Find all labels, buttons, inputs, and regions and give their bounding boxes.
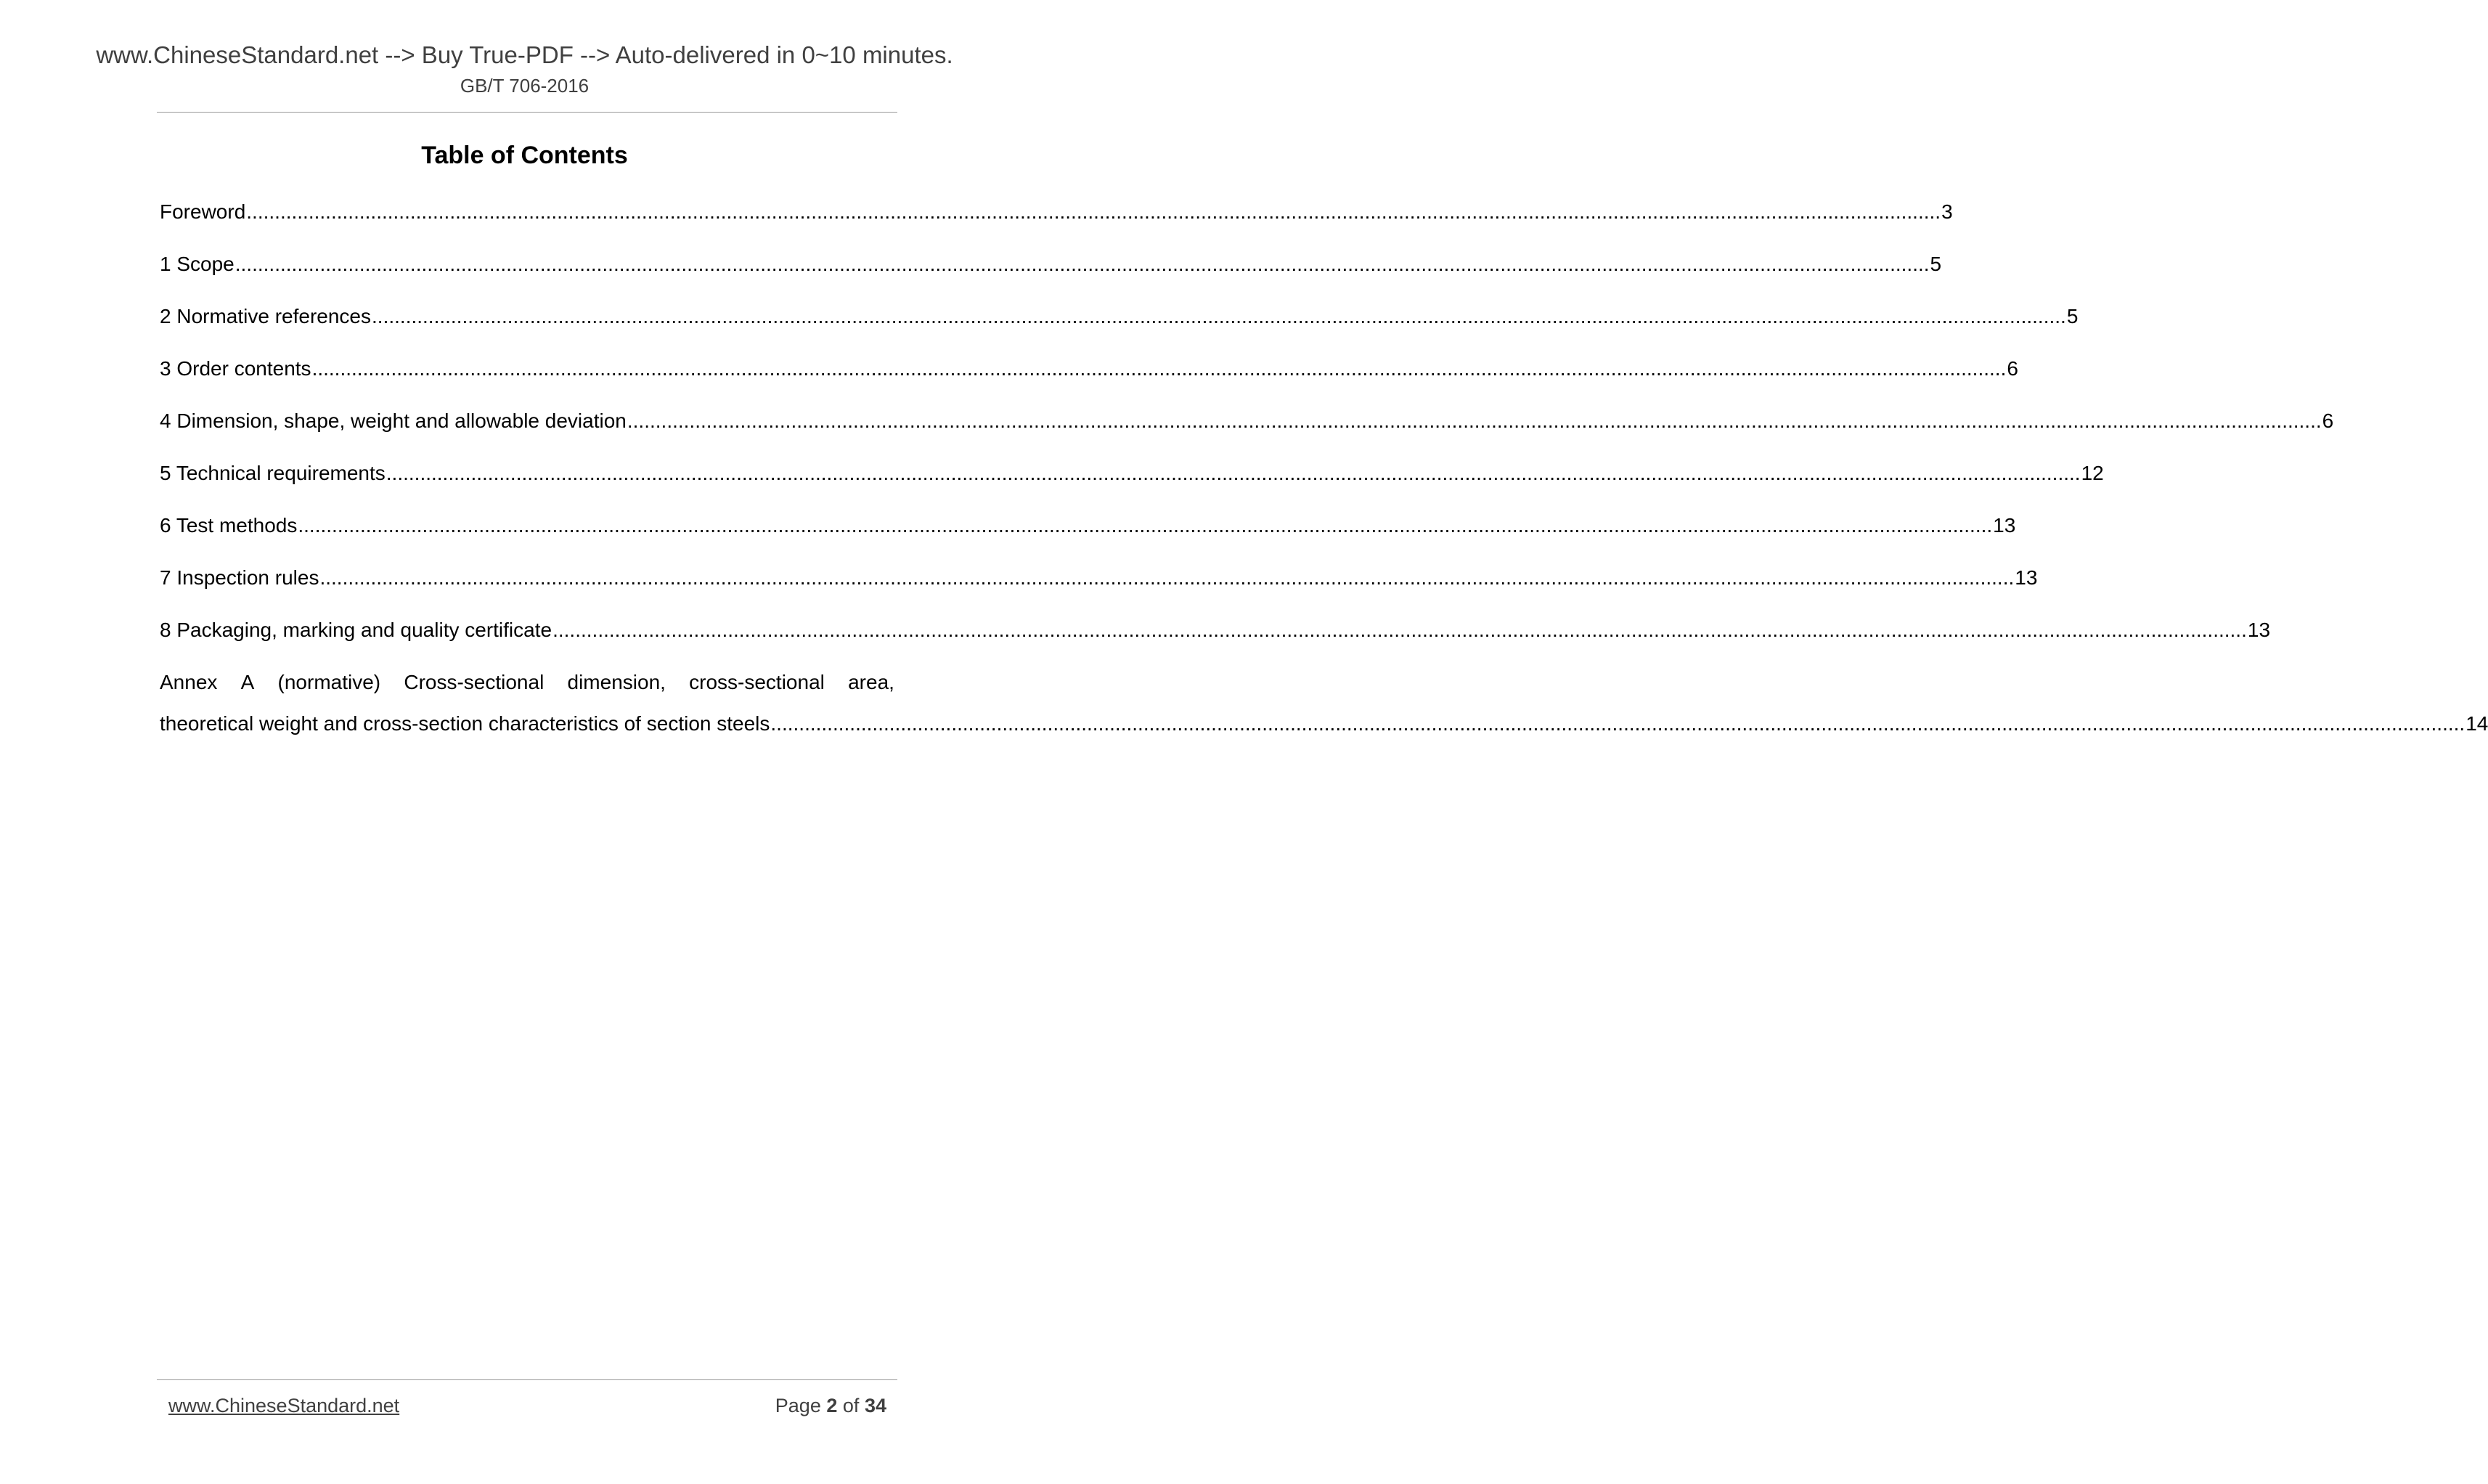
page-total: 34 <box>864 1395 886 1416</box>
toc-page: 13 <box>2015 566 2038 589</box>
toc-label: Foreword <box>160 200 246 223</box>
page-prefix: Page <box>775 1395 821 1416</box>
annex-word: area, <box>848 671 894 693</box>
toc-label: 2 Normative references <box>160 305 372 327</box>
toc-leader: ............................................................................................................................................................................................................................................................................................................ <box>372 305 2066 327</box>
toc-page: 5 <box>2066 305 2079 327</box>
toc-leader: ............................................................................................................................................................................................................................................................................................................ <box>386 462 2081 484</box>
toc-label: theoretical weight and cross-section characteristics of section steels <box>160 712 770 735</box>
toc-label: 1 Scope <box>160 253 234 275</box>
toc-leader: ............................................................................................................................................................................................................................................................................................................ <box>627 409 2322 432</box>
toc-label: 3 Order contents <box>160 357 311 380</box>
toc-entry-dimension[interactable] <box>160 407 2334 436</box>
toc-leader: ............................................................................................................................................................................................................................................................................................................ <box>246 200 1941 223</box>
toc-entry-annex-a-line1[interactable] <box>160 668 894 697</box>
toc-leader: ............................................................................................................................................................................................................................................................................................................ <box>234 253 1930 275</box>
page-current: 2 <box>826 1395 838 1416</box>
toc-label: 6 Test methods <box>160 514 298 537</box>
page-of: of <box>842 1395 860 1416</box>
annex-word: dimension, <box>567 671 666 693</box>
toc-page: 6 <box>2322 409 2334 432</box>
toc-entry-packaging[interactable] <box>160 616 2271 645</box>
toc-page: 5 <box>1930 253 1942 275</box>
toc-entry-inspection-rules[interactable] <box>160 563 2038 592</box>
annex-word: cross-sectional <box>689 671 825 693</box>
page-title: Table of Contents <box>421 142 628 169</box>
toc-entry-scope[interactable] <box>160 250 1942 279</box>
toc-leader: ............................................................................................................................................................................................................................................................................................................ <box>770 712 2465 735</box>
footer-website-link[interactable]: www.ChineseStandard.net <box>168 1395 400 1416</box>
toc-label: 7 Inspection rules <box>160 566 319 589</box>
toc-label: 5 Technical requirements <box>160 462 386 484</box>
header-banner: www.ChineseStandard.net --> Buy True-PDF --> Auto-delivered in 0~10 minutes. <box>96 41 953 68</box>
header-divider <box>157 112 897 113</box>
toc-label: 4 Dimension, shape, weight and allowable deviation <box>160 409 627 432</box>
standard-code: GB/T 706-2016 <box>460 75 590 97</box>
toc-leader: ............................................................................................................................................................................................................................................................................................................ <box>319 566 2015 589</box>
toc-page: 3 <box>1941 200 1953 223</box>
page-number <box>775 1393 886 1419</box>
toc-entry-order-contents[interactable] <box>160 354 2018 383</box>
toc-entry-foreword[interactable] <box>160 197 1953 227</box>
toc-entry-test-methods[interactable] <box>160 511 2016 540</box>
toc-page: 14 <box>2465 712 2488 735</box>
toc-page: 6 <box>2007 357 2018 380</box>
toc-leader: ............................................................................................................................................................................................................................................................................................................ <box>311 357 2007 380</box>
toc-leader: ............................................................................................................................................................................................................................................................................................................ <box>298 514 1993 537</box>
toc-page: 12 <box>2081 462 2104 484</box>
annex-word: Cross-sectional <box>404 671 544 693</box>
toc-page: 13 <box>1993 514 2016 537</box>
toc-label: 8 Packaging, marking and quality certificate <box>160 619 552 641</box>
toc-entry-annex-a-line2[interactable] <box>160 709 2488 738</box>
annex-word: (normative) <box>277 671 381 693</box>
annex-word: Annex <box>160 671 218 693</box>
toc-entry-technical-requirements[interactable] <box>160 459 2104 488</box>
annex-word: A <box>240 671 255 693</box>
footer-divider <box>157 1379 897 1380</box>
toc-page: 13 <box>2247 619 2271 641</box>
toc-entry-normative-references[interactable] <box>160 302 2079 331</box>
toc-leader: ............................................................................................................................................................................................................................................................................................................ <box>552 619 2247 641</box>
